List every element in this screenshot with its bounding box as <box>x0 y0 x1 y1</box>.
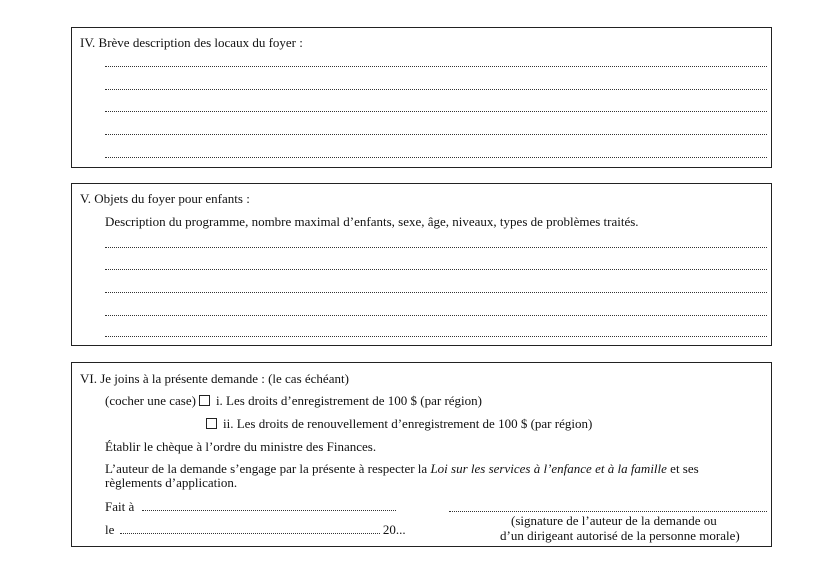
objects-line-4[interactable] <box>105 315 767 316</box>
description-line-4[interactable] <box>105 134 767 135</box>
undertaking-text: L’auteur de la demande s’engage par la présente à respecter la <box>105 461 431 476</box>
option-i-checkbox[interactable] <box>199 395 210 406</box>
undertaking-line-2: règlements d’application. <box>105 475 238 490</box>
option-i-label: i. Les droits d’enregistrement de 100 $ (par région) <box>215 393 482 408</box>
option-i-row <box>105 394 482 408</box>
objects-line-3[interactable] <box>105 292 767 293</box>
objects-line-1[interactable] <box>105 247 767 248</box>
section-v-box <box>71 183 772 346</box>
section-vi-title: VI. Je joins à la présente demande : (le cas échéant) <box>80 371 349 386</box>
signature-field[interactable] <box>449 502 767 512</box>
section-vi-box <box>71 362 772 547</box>
cheque-note: Établir le chèque à l’ordre du ministre des Finances. <box>105 439 377 454</box>
fait-a-field[interactable] <box>142 501 396 511</box>
signature-caption-1: (signature de l’auteur de la demande ou <box>511 513 717 528</box>
description-line-5[interactable] <box>105 157 767 158</box>
fait-a-label: Fait à <box>105 499 135 514</box>
check-prompt: (cocher une case) <box>105 393 196 408</box>
objects-line-2[interactable] <box>105 269 767 270</box>
description-line-2[interactable] <box>105 89 767 90</box>
law-title: Loi sur les services à l’enfance et à la famille <box>430 461 667 476</box>
option-ii-label: ii. Les droits de renouvellement d’enregistrement de 100 $ (par région) <box>223 416 593 431</box>
year-prefix: 20... <box>382 522 406 537</box>
fait-a-row <box>105 500 396 514</box>
undertaking-line-1 <box>105 462 699 476</box>
option-ii-checkbox[interactable] <box>206 418 217 429</box>
le-label: le <box>105 522 115 537</box>
section-v-subtitle: Description du programme, nombre maximal d’enfants, sexe, âge, niveaux, types de problèmes traités. <box>105 214 639 229</box>
date-row <box>105 523 406 537</box>
undertaking-end: et ses <box>666 461 699 476</box>
objects-line-5[interactable] <box>105 336 767 337</box>
signature-caption-2: d’un dirigeant autorisé de la personne morale) <box>500 528 740 543</box>
description-line-1[interactable] <box>105 66 767 67</box>
section-iv-title: IV. Brève description des locaux du foyer : <box>80 35 303 50</box>
description-line-3[interactable] <box>105 111 767 112</box>
section-iv-box <box>71 27 772 168</box>
option-ii-row <box>206 417 592 431</box>
date-field[interactable] <box>120 524 380 534</box>
section-v-title: V. Objets du foyer pour enfants : <box>80 191 250 206</box>
